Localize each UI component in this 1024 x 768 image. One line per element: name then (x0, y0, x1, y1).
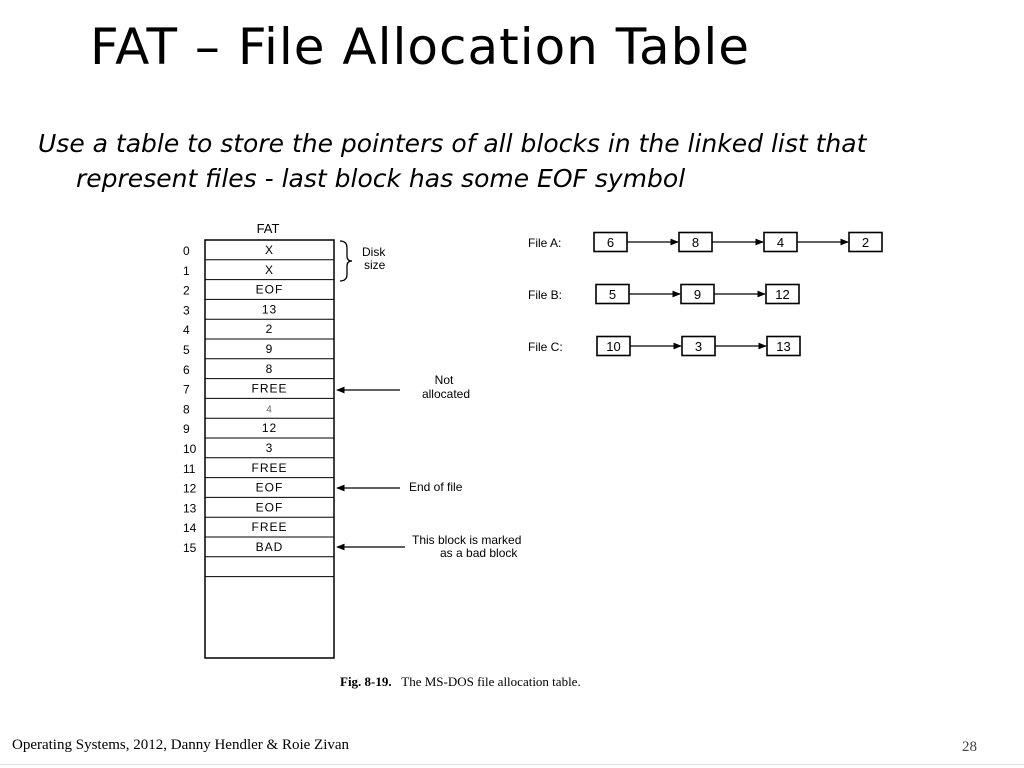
file-label: File A: (528, 236, 562, 250)
fat-row-index: 5 (183, 343, 190, 357)
file-block-number: 13 (776, 339, 791, 354)
fat-row-value: 2 (265, 322, 274, 337)
fat-row-value: FREE (251, 520, 288, 535)
fat-row-index: 0 (183, 244, 190, 258)
fat-row-value: FREE (251, 460, 288, 475)
fat-row-index: 8 (183, 402, 190, 417)
fat-row-index: 11 (183, 461, 196, 476)
file-label: File C: (528, 340, 563, 354)
fat-row-index: 13 (183, 501, 197, 516)
disk-size-label-2: size (364, 258, 386, 272)
fat-row-value: 3 (265, 441, 274, 455)
fat-row-value: BAD (255, 540, 284, 554)
fat-row-index: 9 (183, 422, 190, 437)
fat-row-index: 7 (183, 382, 190, 397)
file-block-number: 8 (691, 235, 700, 250)
caption-fig-label: Fig. 8-19. (340, 674, 392, 689)
page-number: 28 (962, 739, 977, 755)
bad-block-label-1: This block is marked (412, 533, 522, 547)
footer-divider (0, 764, 1024, 765)
file-label: File B: (528, 288, 563, 302)
fat-row-value: 13 (261, 302, 278, 317)
file-block-number: 6 (606, 235, 615, 250)
file-block-number: 10 (606, 339, 621, 354)
file-block-number: 4 (776, 235, 785, 250)
fat-row-value: 12 (261, 421, 278, 436)
fat-row-index: 1 (183, 263, 190, 278)
fat-header: FAT (256, 221, 280, 236)
not-allocated-label-2: allocated (421, 387, 471, 401)
fat-row-value: 9 (265, 342, 274, 356)
fat-row-value: X (264, 262, 275, 277)
disk-size-label-1: Disk (362, 245, 386, 259)
fat-row-value: FREE (251, 381, 288, 396)
fat-row-value: 8 (265, 361, 274, 376)
fat-row-value: EOF (255, 282, 284, 297)
fat-row-value: 4 (266, 404, 273, 416)
footer-text: Operating Systems, 2012, Danny Hendler & Roie Zivan (12, 737, 350, 753)
fat-row-index: 6 (183, 362, 190, 377)
file-block-number: 3 (694, 339, 703, 354)
fat-row-index: 2 (183, 283, 190, 298)
slide-title: FAT – File Allocation Table (90, 18, 751, 76)
fat-row-index: 12 (183, 481, 197, 496)
file-block-number: 9 (693, 287, 702, 302)
fat-row-index: 10 (183, 442, 197, 456)
fat-row-index: 14 (183, 521, 197, 536)
bad-block-label-2: as a bad block (440, 546, 518, 560)
fat-row-value: EOF (255, 480, 284, 495)
figure-caption (340, 674, 581, 689)
bullet-line-1: Use a table to store the pointers of all blocks in the linked list that (38, 129, 867, 158)
fat-row-value: X (264, 243, 275, 257)
fat-row-value: EOF (255, 500, 284, 515)
file-chains (528, 233, 882, 356)
file-block-number: 5 (608, 287, 617, 302)
fat-row-index: 4 (183, 323, 190, 338)
file-block-number: 12 (775, 287, 790, 302)
disk-size-brace (340, 241, 352, 281)
file-block-number: 2 (861, 235, 870, 250)
fat-row-index: 3 (183, 303, 190, 318)
end-of-file-label: End of file (409, 480, 463, 494)
bullet-line-2: represent files - last block has some EOF symbol (76, 164, 686, 193)
fat-row-index: 15 (183, 541, 197, 555)
not-allocated-label-1: Not (434, 373, 454, 387)
caption-text: The MS-DOS file allocation table. (401, 674, 581, 689)
